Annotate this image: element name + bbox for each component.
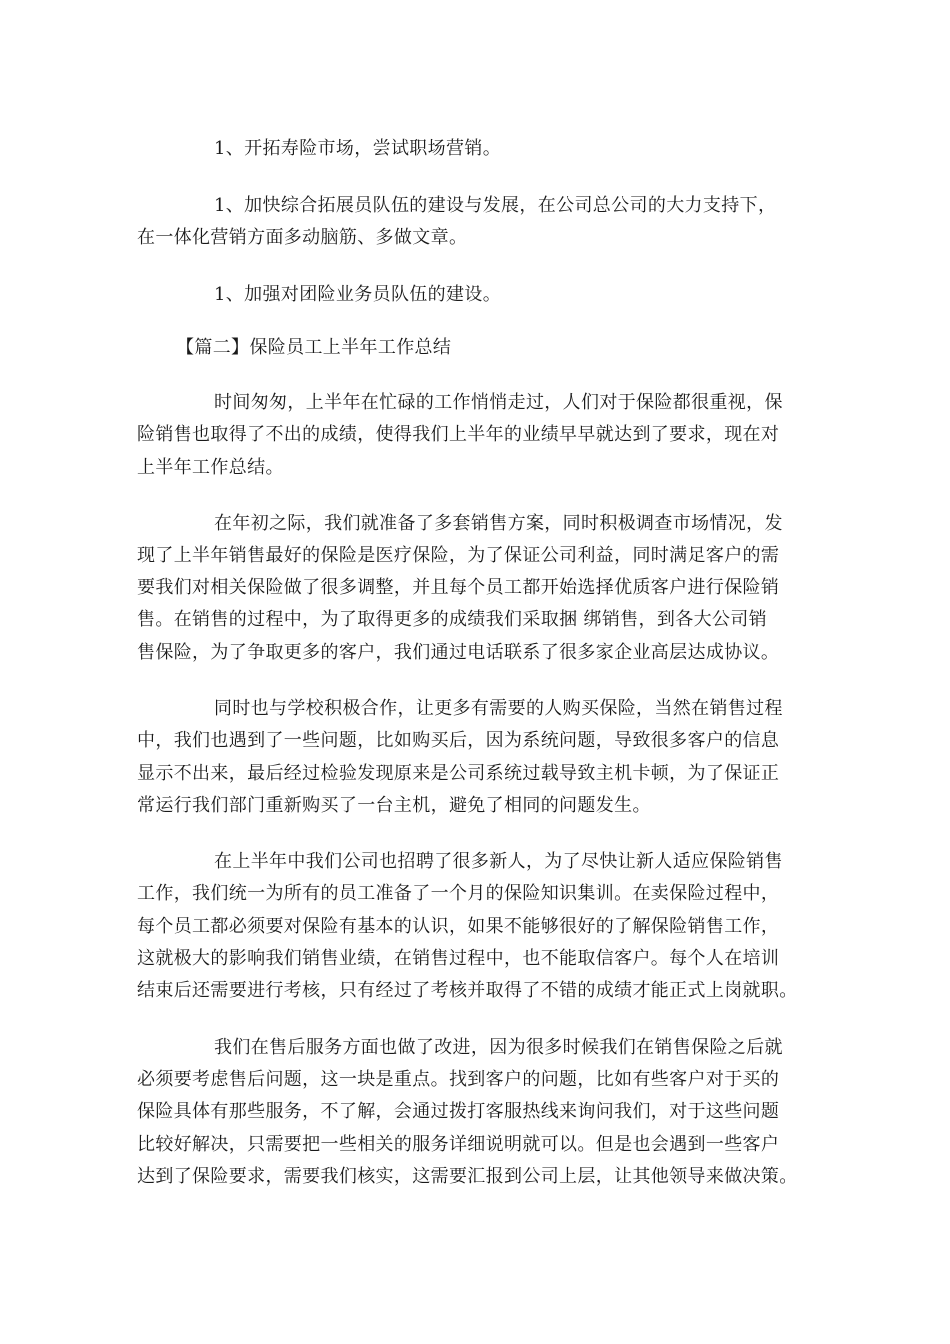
- paragraph-line: 常运行我们部门重新购买了一台主机，避免了相同的问题发生。: [137, 795, 651, 816]
- paragraph-line: 同时也与学校积极合作，让更多有需要的人购买保险，当然在销售过程: [214, 698, 783, 719]
- paragraph-line: 在年初之际，我们就准备了多套销售方案，同时积极调查市场情况，发: [214, 513, 783, 534]
- paragraph-line: 达到了保险要求，需要我们核实，这需要汇报到公司上层，让其他领导来做决策。: [137, 1166, 798, 1187]
- paragraph-line: 现了上半年销售最好的保险是医疗保险，为了保证公司利益，同时满足客户的需: [137, 545, 780, 566]
- paragraph-line: 保险具体有那些服务，不了解，会通过拨打客服热线来询问我们，对于这些问题: [137, 1101, 780, 1122]
- list-item-2-line-1: 1、加快综合拓展员队伍的建设与发展，在公司总公司的大力支持下，: [214, 195, 777, 216]
- paragraph-line: 比较好解决，只需要把一些相关的服务详细说明就可以。但是也会遇到一些客户: [137, 1134, 780, 1155]
- paragraph-line: 每个员工都必须要对保险有基本的认识，如果不能够很好的了解保险销售工作，: [137, 916, 780, 937]
- paragraph-line: 这就极大的影响我们销售业绩，在销售过程中，也不能取信客户。每个人在培训: [137, 948, 780, 969]
- paragraph-line: 中，我们也遇到了一些问题，比如购买后，因为系统问题，导致很多客户的信息: [137, 730, 780, 751]
- paragraph-line: 结束后还需要进行考核，只有经过了考核并取得了不错的成绩才能正式上岗就职。: [137, 980, 798, 1001]
- paragraph-line: 要我们对相关保险做了很多调整，并且每个员工都开始选择优质客户进行保险销: [137, 577, 780, 598]
- paragraph-line: 必须要考虑售后问题，这一块是重点。找到客户的问题，比如有些客户对于买的: [137, 1069, 780, 1090]
- paragraph-line: 险销售也取得了不出的成绩，使得我们上半年的业绩早早就达到了要求，现在对: [137, 424, 780, 445]
- paragraph-line: 我们在售后服务方面也做了改进，因为很多时候我们在销售保险之后就: [214, 1037, 783, 1058]
- paragraph-line: 时间匆匆，上半年在忙碌的工作悄悄走过，人们对于保险都很重视，保: [214, 392, 783, 413]
- paragraph-line: 显示不出来，最后经过检验发现原来是公司系统过载导致主机卡顿，为了保证正: [137, 763, 780, 784]
- list-item-3: 1、加强对团险业务员队伍的建设。: [214, 284, 502, 305]
- paragraph-line: 工作，我们统一为所有的员工准备了一个月的保险知识集训。在卖保险过程中，: [137, 883, 780, 904]
- paragraph-line: 售。在销售的过程中，为了取得更多的成绩我们采取捆 绑销售，到各大公司销: [137, 609, 767, 630]
- paragraph-line: 售保险，为了争取更多的客户，我们通过电话联系了很多家企业高层达成协议。: [137, 642, 780, 663]
- paragraph-line: 上半年工作总结。: [137, 457, 284, 478]
- list-item-1: 1、开拓寿险市场，尝试职场营销。: [214, 138, 502, 159]
- paragraph-line: 在上半年中我们公司也招聘了很多新人，为了尽快让新人适应保险销售: [214, 851, 783, 872]
- section-heading: 【篇二】保险员工上半年工作总结: [176, 337, 452, 358]
- list-item-2-line-2: 在一体化营销方面多动脑筋、多做文章。: [137, 227, 468, 248]
